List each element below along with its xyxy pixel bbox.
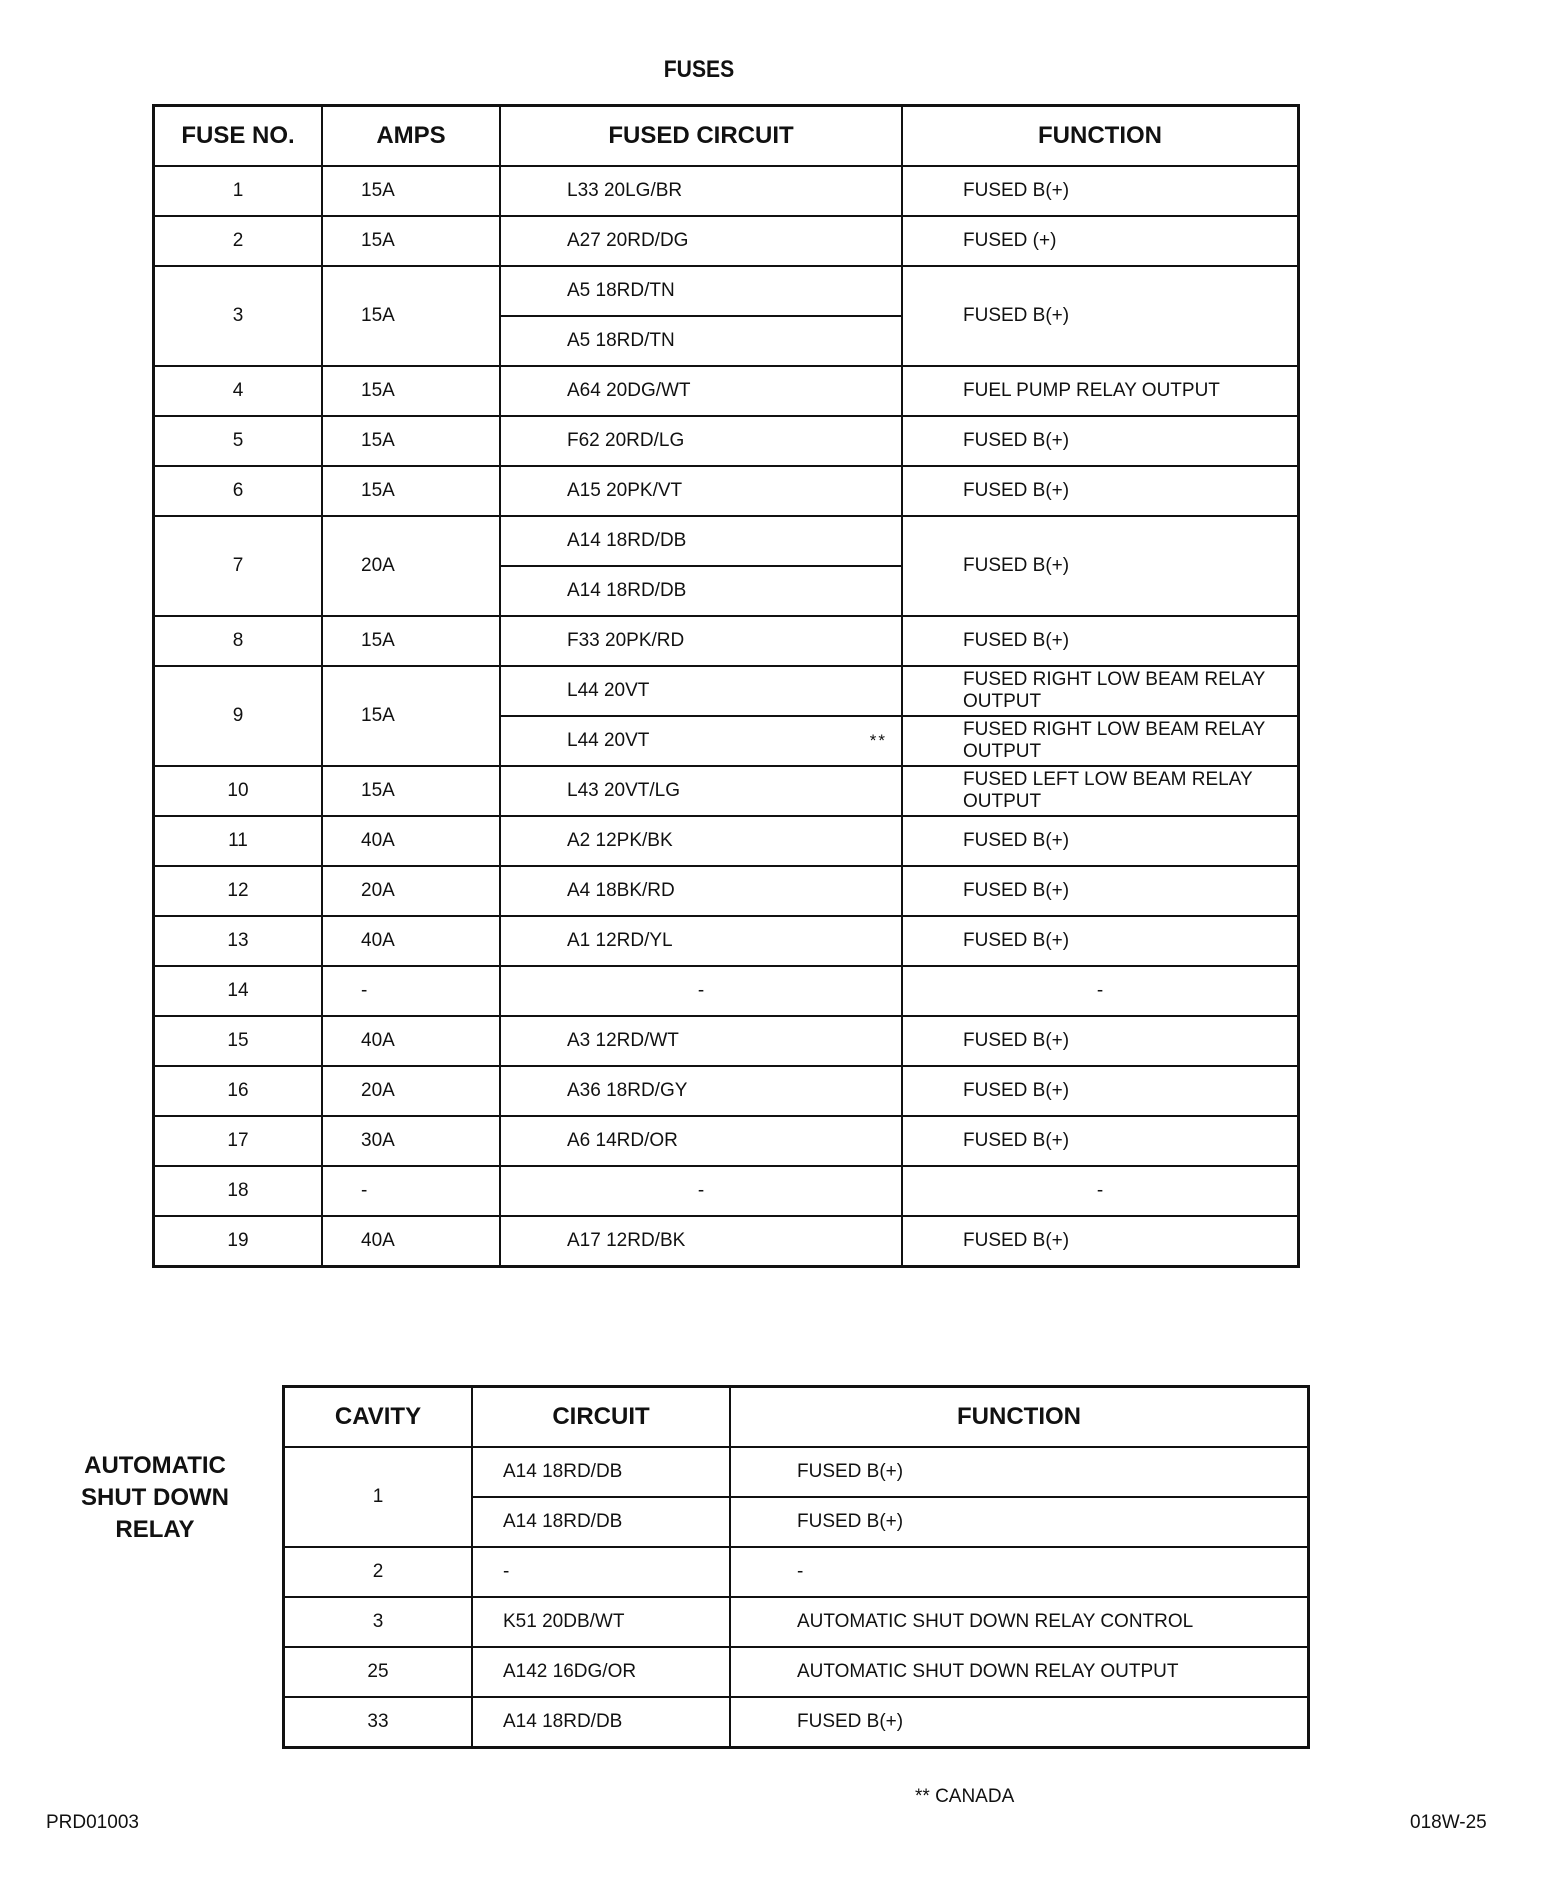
fuse-row xyxy=(154,1116,1299,1166)
fuse-function: FUSED B(+) xyxy=(902,466,1299,516)
fuse-amps: - xyxy=(322,1166,500,1216)
fuse-function: - xyxy=(902,1166,1299,1216)
header-relay-function: FUNCTION xyxy=(730,1387,1309,1448)
relay-function: AUTOMATIC SHUT DOWN RELAY OUTPUT xyxy=(730,1647,1309,1697)
relay-table-header-row xyxy=(284,1387,1309,1448)
fuse-row xyxy=(154,466,1299,516)
fuse-circuit-text: A14 18RD/DB xyxy=(567,580,687,601)
relay-row xyxy=(284,1447,1309,1497)
fuse-row xyxy=(154,166,1299,216)
fuse-table-body xyxy=(154,166,1299,1267)
fuse-row xyxy=(154,966,1299,1016)
fuse-number: 1 xyxy=(154,166,323,216)
fuse-circuit: A1 12RD/YL xyxy=(500,916,902,966)
fuse-circuit: F62 20RD/LG xyxy=(500,416,902,466)
relay-circuit: A142 16DG/OR xyxy=(472,1647,730,1697)
fuse-number: 18 xyxy=(154,1166,323,1216)
document-code-left: PRD01003 xyxy=(46,1812,139,1833)
fuse-number: 12 xyxy=(154,866,323,916)
fuse-row xyxy=(154,666,1299,716)
relay-cavity: 33 xyxy=(284,1697,473,1748)
fuse-function: FUSED RIGHT LOW BEAM RELAY OUTPUT xyxy=(902,666,1299,716)
fuse-amps: 40A xyxy=(322,1016,500,1066)
relay-circuit: A14 18RD/DB xyxy=(472,1447,730,1497)
fuse-number: 6 xyxy=(154,466,323,516)
fuse-row xyxy=(154,816,1299,866)
header-circuit: CIRCUIT xyxy=(472,1387,730,1448)
header-cavity: CAVITY xyxy=(284,1387,473,1448)
relay-circuit: A14 18RD/DB xyxy=(472,1497,730,1547)
fuse-number: 16 xyxy=(154,1066,323,1116)
fuse-row xyxy=(154,266,1299,316)
header-fuse-no: FUSE NO. xyxy=(154,106,323,167)
fuse-circuit: A3 12RD/WT xyxy=(500,1016,902,1066)
fuse-amps: 30A xyxy=(322,1116,500,1166)
fuse-circuit xyxy=(500,316,902,366)
fuse-circuit: A64 20DG/WT xyxy=(500,366,902,416)
relay-label xyxy=(70,1450,240,1546)
fuse-function: FUSED RIGHT LOW BEAM RELAY OUTPUT xyxy=(902,716,1299,766)
fuse-number: 13 xyxy=(154,916,323,966)
fuse-row xyxy=(154,866,1299,916)
fuse-row xyxy=(154,416,1299,466)
fuse-amps: 15A xyxy=(322,216,500,266)
fuse-function: FUSED B(+) xyxy=(902,266,1299,366)
fuse-circuit xyxy=(500,566,902,616)
fuse-number: 4 xyxy=(154,366,323,416)
fuse-circuit: A27 20RD/DG xyxy=(500,216,902,266)
fuse-function: FUSED B(+) xyxy=(902,1216,1299,1267)
fuse-circuit: A36 18RD/GY xyxy=(500,1066,902,1116)
fuse-circuit: A14 18RD/DB xyxy=(500,516,902,566)
fuse-amps: 15A xyxy=(322,166,500,216)
relay-row xyxy=(284,1597,1309,1647)
fuse-circuit: A5 18RD/TN xyxy=(500,266,902,316)
canada-mark: ** xyxy=(869,731,887,750)
fuse-number: 11 xyxy=(154,816,323,866)
fuse-function: FUSED B(+) xyxy=(902,866,1299,916)
relay-circuit: K51 20DB/WT xyxy=(472,1597,730,1647)
fuse-number: 8 xyxy=(154,616,323,666)
fuse-number: 19 xyxy=(154,1216,323,1267)
relay-table-body xyxy=(284,1447,1309,1748)
fuse-circuit: L44 20VT xyxy=(500,666,902,716)
fuse-amps: 15A xyxy=(322,666,500,766)
fuse-number: 5 xyxy=(154,416,323,466)
relay-cavity: 3 xyxy=(284,1597,473,1647)
fuse-row xyxy=(154,916,1299,966)
fuse-function: FUSED B(+) xyxy=(902,416,1299,466)
fuse-circuit xyxy=(500,716,902,766)
fuse-circuit: - xyxy=(500,966,902,1016)
fuse-function: FUSED B(+) xyxy=(902,916,1299,966)
fuse-amps: 40A xyxy=(322,816,500,866)
relay-function: FUSED B(+) xyxy=(730,1697,1309,1748)
fuse-circuit: A15 20PK/VT xyxy=(500,466,902,516)
relay-function: FUSED B(+) xyxy=(730,1447,1309,1497)
fuse-number: 3 xyxy=(154,266,323,366)
fuse-amps: 15A xyxy=(322,416,500,466)
fuse-function: - xyxy=(902,966,1299,1016)
fuse-row xyxy=(154,216,1299,266)
fuse-number: 9 xyxy=(154,666,323,766)
fuse-number: 10 xyxy=(154,766,323,816)
header-amps: AMPS xyxy=(322,106,500,167)
fuse-function: FUSED LEFT LOW BEAM RELAY OUTPUT xyxy=(902,766,1299,816)
fuse-row xyxy=(154,1216,1299,1267)
fuse-number: 17 xyxy=(154,1116,323,1166)
relay-function: AUTOMATIC SHUT DOWN RELAY CONTROL xyxy=(730,1597,1309,1647)
fuse-amps: 15A xyxy=(322,616,500,666)
fuse-amps: 15A xyxy=(322,366,500,416)
fuse-circuit-text: A5 18RD/TN xyxy=(567,330,675,351)
fuse-circuit: A2 12PK/BK xyxy=(500,816,902,866)
relay-table xyxy=(282,1385,1310,1749)
fuse-table xyxy=(152,104,1300,1268)
fuse-function: FUSED (+) xyxy=(902,216,1299,266)
fuse-function: FUSED B(+) xyxy=(902,816,1299,866)
fuse-circuit: L33 20LG/BR xyxy=(500,166,902,216)
fuse-amps: 40A xyxy=(322,1216,500,1267)
relay-label-line: RELAY xyxy=(115,1516,195,1543)
relay-function: FUSED B(+) xyxy=(730,1497,1309,1547)
fuse-amps: 20A xyxy=(322,516,500,616)
fuse-number: 15 xyxy=(154,1016,323,1066)
fuse-amps: 40A xyxy=(322,916,500,966)
fuse-function: FUEL PUMP RELAY OUTPUT xyxy=(902,366,1299,416)
relay-label-line: AUTOMATIC xyxy=(84,1452,226,1479)
fuse-circuit: A6 14RD/OR xyxy=(500,1116,902,1166)
fuse-circuit: A17 12RD/BK xyxy=(500,1216,902,1267)
fuse-circuit: F33 20PK/RD xyxy=(500,616,902,666)
relay-row xyxy=(284,1697,1309,1748)
fuse-row xyxy=(154,1166,1299,1216)
canada-footnote: ** CANADA xyxy=(915,1786,1015,1807)
page-title: FUSES xyxy=(663,56,735,83)
fuse-row xyxy=(154,366,1299,416)
fuse-function: FUSED B(+) xyxy=(902,1066,1299,1116)
fuse-number: 7 xyxy=(154,516,323,616)
relay-label-line: SHUT DOWN xyxy=(81,1484,229,1511)
fuse-amps: - xyxy=(322,966,500,1016)
relay-row xyxy=(284,1547,1309,1597)
fuse-row xyxy=(154,616,1299,666)
fuse-function: FUSED B(+) xyxy=(902,166,1299,216)
fuse-row xyxy=(154,516,1299,566)
fuse-function: FUSED B(+) xyxy=(902,516,1299,616)
fuse-circuit: A4 18BK/RD xyxy=(500,866,902,916)
fuse-row xyxy=(154,1016,1299,1066)
relay-circuit: - xyxy=(472,1547,730,1597)
relay-row xyxy=(284,1647,1309,1697)
fuse-circuit: - xyxy=(500,1166,902,1216)
fuse-number: 2 xyxy=(154,216,323,266)
fuse-function: FUSED B(+) xyxy=(902,616,1299,666)
fuse-amps: 20A xyxy=(322,866,500,916)
fuse-amps: 15A xyxy=(322,766,500,816)
relay-cavity: 25 xyxy=(284,1647,473,1697)
fuse-amps: 20A xyxy=(322,1066,500,1116)
fuse-row xyxy=(154,766,1299,816)
header-fused-circuit: FUSED CIRCUIT xyxy=(500,106,902,167)
fuse-function: FUSED B(+) xyxy=(902,1016,1299,1066)
relay-circuit: A14 18RD/DB xyxy=(472,1697,730,1748)
relay-cavity: 1 xyxy=(284,1447,473,1547)
fuse-row xyxy=(154,1066,1299,1116)
header-function: FUNCTION xyxy=(902,106,1299,167)
fuse-circuit: L43 20VT/LG xyxy=(500,766,902,816)
fuse-table-header-row xyxy=(154,106,1299,167)
fuse-number: 14 xyxy=(154,966,323,1016)
relay-function: - xyxy=(730,1547,1309,1597)
relay-cavity: 2 xyxy=(284,1547,473,1597)
fuse-amps: 15A xyxy=(322,466,500,516)
fuse-function: FUSED B(+) xyxy=(902,1116,1299,1166)
document-code-right: 018W-25 xyxy=(1410,1812,1487,1833)
fuse-amps: 15A xyxy=(322,266,500,366)
fuse-circuit-text: L44 20VT xyxy=(567,730,650,751)
